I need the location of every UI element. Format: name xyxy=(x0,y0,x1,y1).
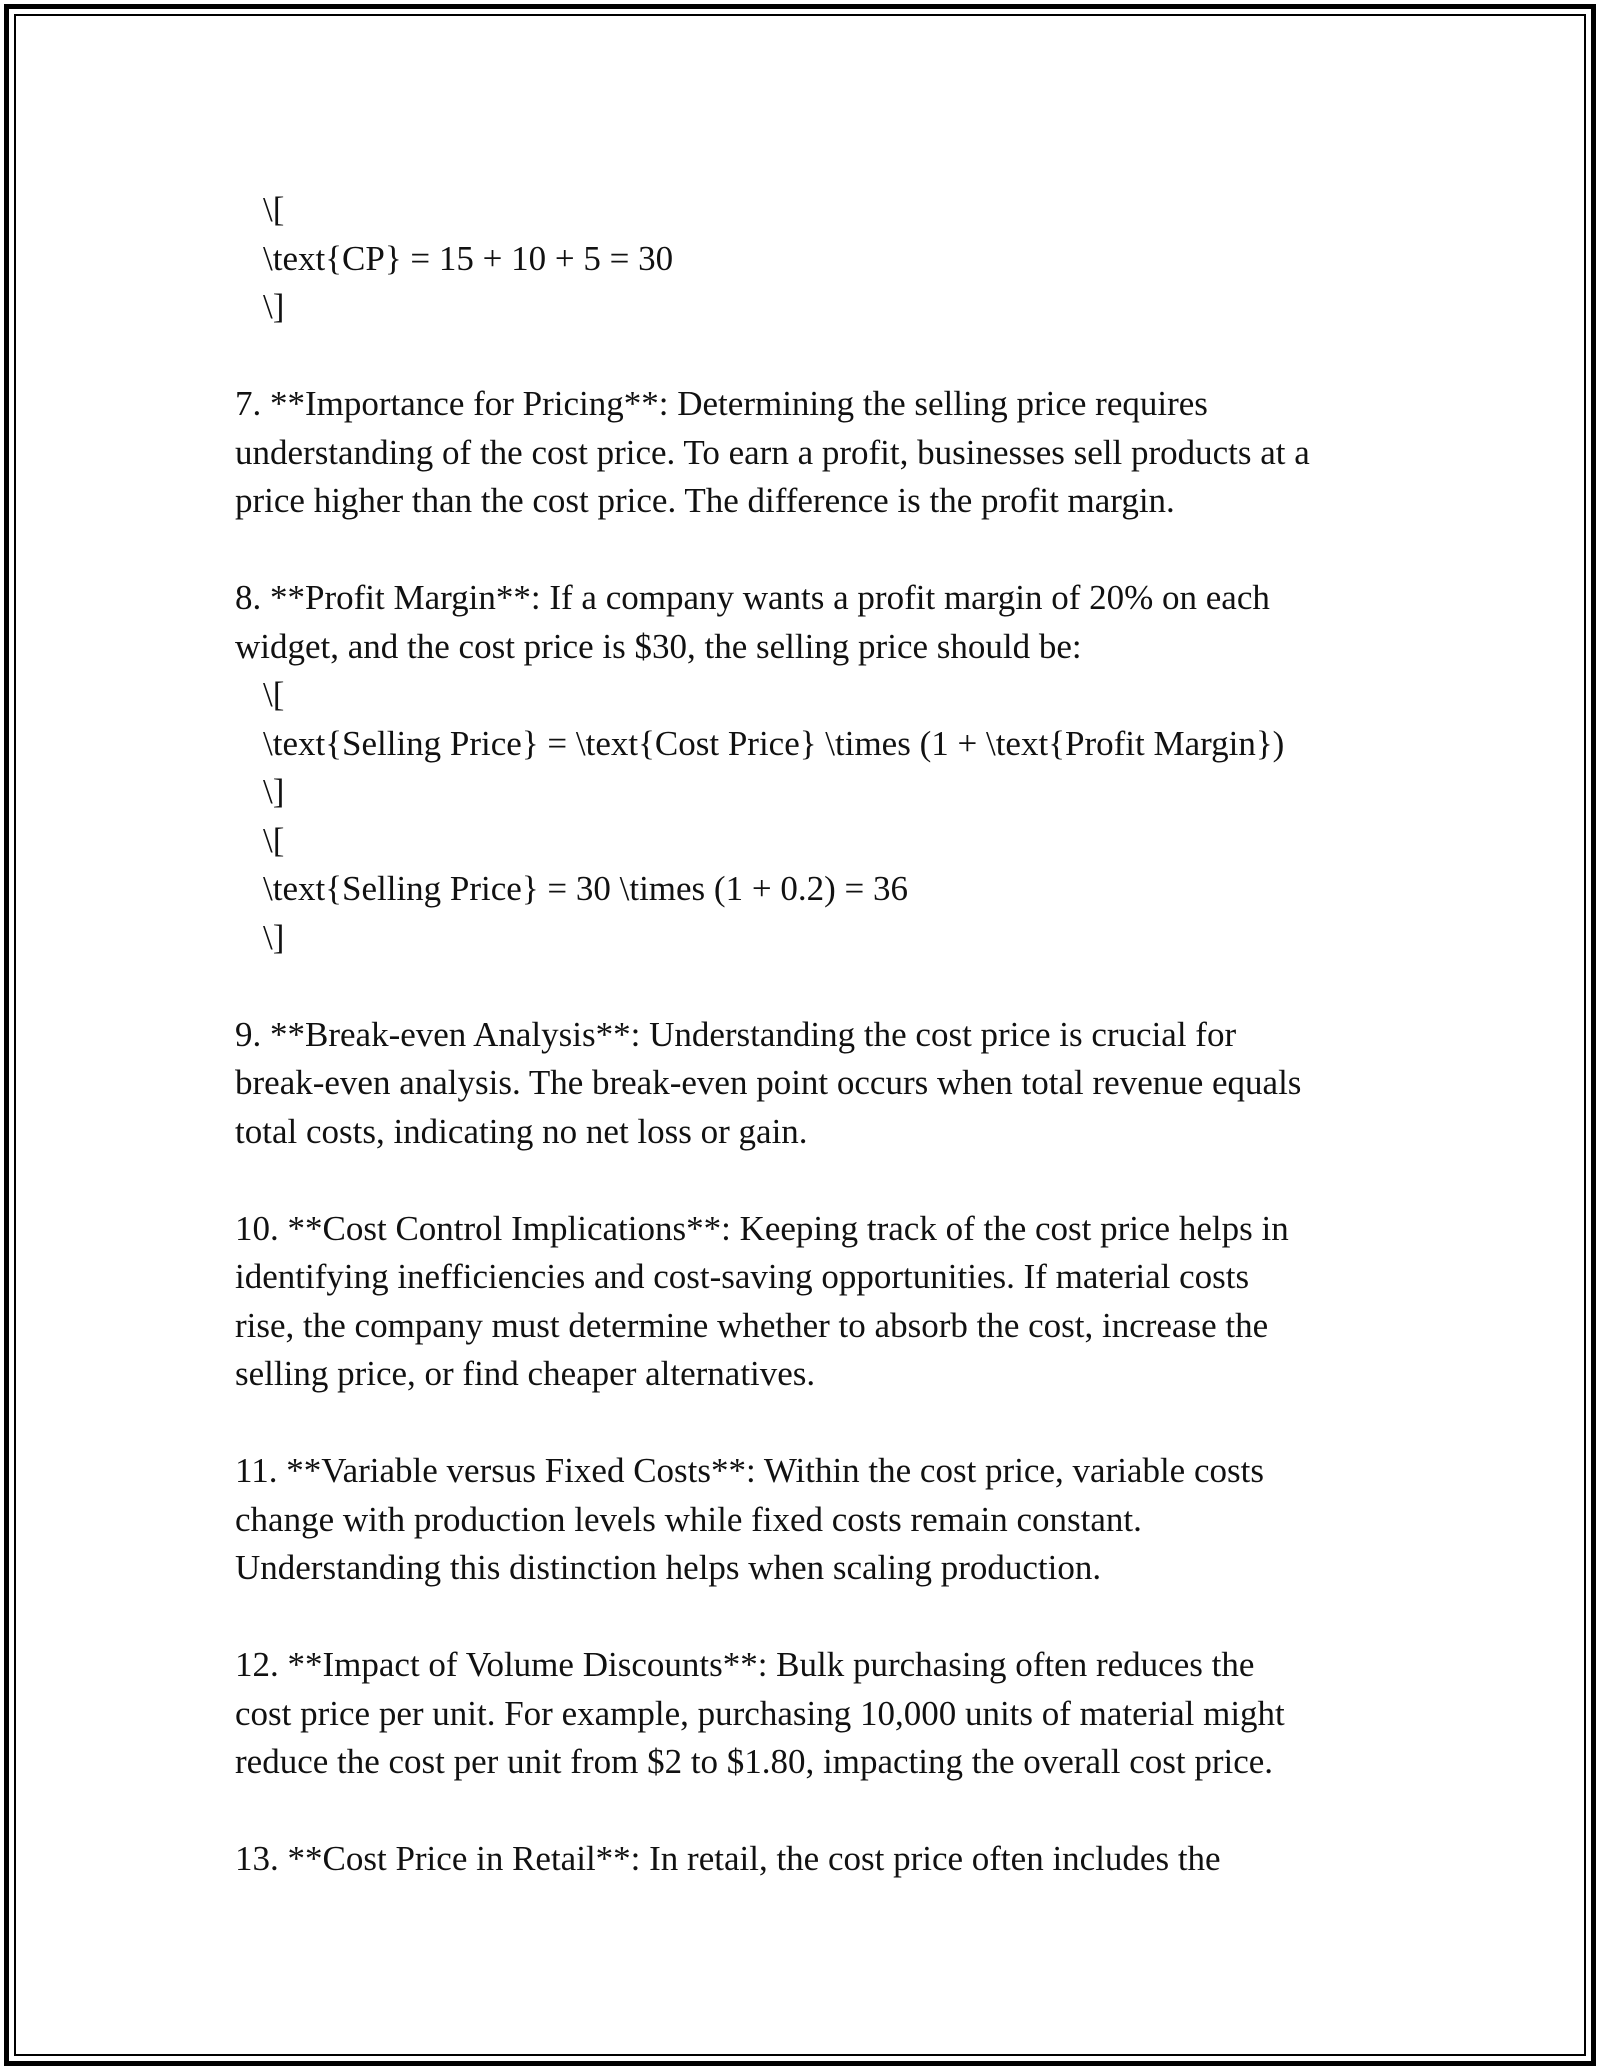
math-selling-price-calculation: \text{Selling Price} = 30 \times (1 + 0.2) = 36 xyxy=(263,869,908,908)
item-9-line-3: total costs, indicating no net loss or gain. xyxy=(235,1111,808,1151)
item-7-line-1: 7. **Importance for Pricing**: Determining the selling price requires xyxy=(235,384,1208,423)
item-13-line-1: 13. **Cost Price in Retail**: In retail, the cost price often includes the xyxy=(235,1839,1221,1878)
paragraph-gap xyxy=(235,1787,1395,1836)
item-12-line-3: reduce the cost per unit from $2 to $1.80, impacting the overall cost price. xyxy=(235,1742,1274,1781)
item-10-line-4: selling price, or find cheaper alternatives. xyxy=(235,1354,816,1393)
paragraph-gap xyxy=(235,526,1395,575)
math-close-bracket: \] xyxy=(263,772,285,811)
paragraph-gap xyxy=(235,1399,1395,1448)
item-11-line-1: 11. **Variable versus Fixed Costs**: Within the cost price, variable costs xyxy=(235,1451,1264,1490)
item-8-line-1: 8. **Profit Margin**: If a company wants a profit margin of 20% on each xyxy=(235,578,1270,617)
item-12-line-2: cost price per unit. For example, purchasing 10,000 units of material might xyxy=(235,1693,1285,1733)
math-open-bracket: \[ xyxy=(263,190,285,229)
math-open-bracket: \[ xyxy=(263,820,285,860)
math-close-bracket: \] xyxy=(263,917,285,957)
paragraph-gap xyxy=(235,1156,1395,1205)
math-cp-equation: \text{CP} = 15 + 10 + 5 = 30 xyxy=(263,238,674,278)
item-11-line-2: change with production levels while fixed costs remain constant. xyxy=(235,1499,1142,1539)
paragraph-gap xyxy=(235,332,1395,381)
item-7-line-3: price higher than the cost price. The difference is the profit margin. xyxy=(235,481,1175,520)
item-10-line-3: rise, the company must determine whether to absorb the cost, increase the xyxy=(235,1305,1269,1345)
paragraph-gap xyxy=(235,1593,1395,1642)
item-9-line-2: break-even analysis. The break-even point occurs when total revenue equals xyxy=(235,1063,1302,1102)
math-selling-price-formula: \text{Selling Price} = \text{Cost Price} \times (1 + \text{Profit Margin}) xyxy=(263,723,1285,763)
item-12-line-1: 12. **Impact of Volume Discounts**: Bulk purchasing often reduces the xyxy=(235,1645,1255,1684)
item-9-line-1: 9. **Break-even Analysis**: Understanding the cost price is crucial for xyxy=(235,1014,1237,1054)
math-open-bracket: \[ xyxy=(263,675,285,714)
math-close-bracket: \] xyxy=(263,287,285,326)
document-body xyxy=(235,186,1395,1884)
item-7-line-2: understanding of the cost price. To earn a profit, businesses sell products at a xyxy=(235,432,1310,472)
item-10-line-1: 10. **Cost Control Implications**: Keeping track of the cost price helps in xyxy=(235,1208,1289,1248)
item-10-line-2: identifying inefficiencies and cost-saving opportunities. If material costs xyxy=(235,1257,1250,1296)
paragraph-gap xyxy=(235,962,1395,1011)
item-8-line-2: widget, and the cost price is $30, the selling price should be: xyxy=(235,626,1082,666)
item-11-line-3: Understanding this distinction helps when scaling production. xyxy=(235,1548,1102,1587)
